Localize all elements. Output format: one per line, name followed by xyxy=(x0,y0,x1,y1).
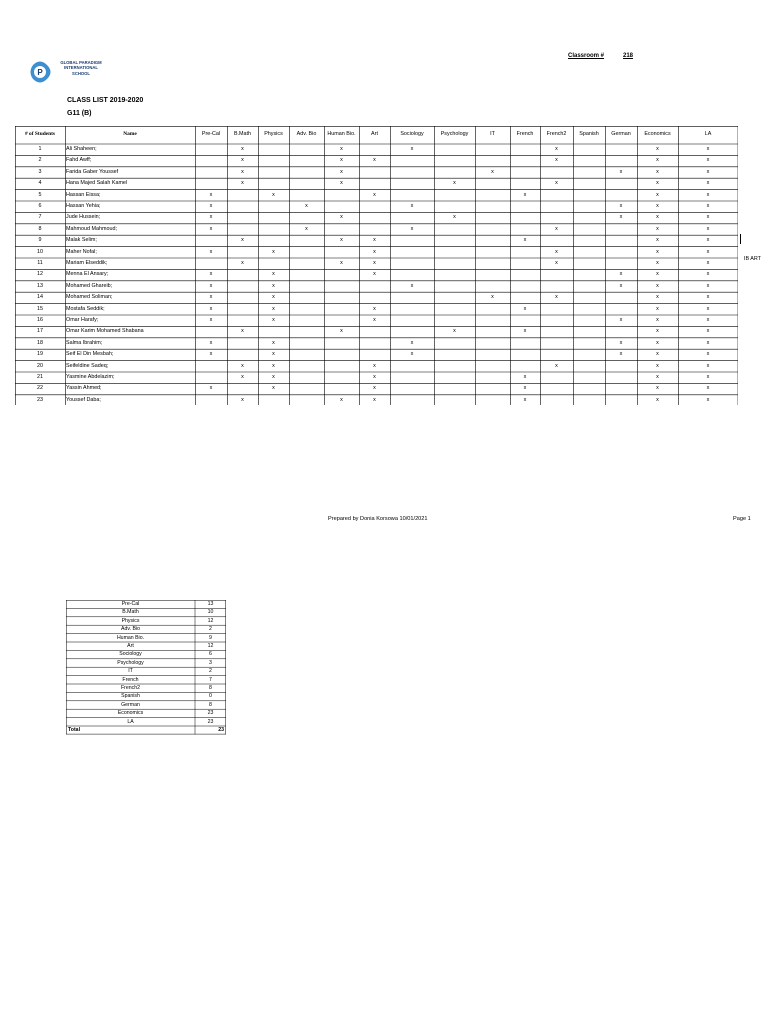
summary-count: 9 xyxy=(209,634,212,641)
student-number: 12 xyxy=(37,271,43,278)
subject-mark: x xyxy=(410,203,414,209)
subject-mark: x xyxy=(491,168,494,175)
student-name: Salma Ibrahim; xyxy=(66,339,103,346)
column-header: French2 xyxy=(546,131,567,137)
subject-mark: x xyxy=(209,385,213,392)
class-section: G11 (B) xyxy=(67,110,92,117)
subject-mark: x xyxy=(523,396,527,403)
column-header: IT xyxy=(490,131,495,137)
summary-count: 23 xyxy=(207,718,214,725)
subject-mark: x xyxy=(706,248,710,255)
subject-mark: x xyxy=(555,362,558,369)
student-number: 15 xyxy=(37,305,43,312)
subject-mark: x xyxy=(523,305,527,312)
subject-mark: x xyxy=(706,317,710,323)
summary-count: 12 xyxy=(207,617,214,624)
summary-subject: French2 xyxy=(120,685,141,691)
summary-subject: Economics xyxy=(117,710,144,717)
subject-mark: x xyxy=(656,396,659,403)
column-header: Adv. Bio xyxy=(296,131,317,137)
subject-mark: x xyxy=(656,214,659,221)
subject-mark: x xyxy=(523,191,527,198)
column-header: Pre-Cal xyxy=(201,131,221,137)
subject-mark: x xyxy=(706,271,710,278)
subject-mark: x xyxy=(656,351,659,358)
subject-mark: x xyxy=(305,203,308,209)
student-name: Hassan Yehia; xyxy=(66,203,101,209)
subject-mark: x xyxy=(241,237,244,244)
subject-mark: x xyxy=(656,305,659,312)
summary-count: 8 xyxy=(209,685,212,691)
subject-mark: x xyxy=(656,317,659,323)
subject-mark: x xyxy=(555,157,558,164)
column-header: Art xyxy=(371,131,378,137)
student-number: 9 xyxy=(38,237,42,244)
subject-mark: x xyxy=(241,146,244,152)
subject-mark: x xyxy=(305,225,308,232)
subject-mark: x xyxy=(241,180,244,187)
subject-mark: x xyxy=(340,214,343,221)
subject-mark: x xyxy=(706,157,710,164)
subject-mark: x xyxy=(272,294,275,301)
subject-mark: x xyxy=(706,339,710,346)
subject-mark: x xyxy=(656,374,659,380)
summary-count: 8 xyxy=(209,701,212,708)
subject-mark: x xyxy=(373,305,376,312)
subject-mark: x xyxy=(453,328,456,335)
column-header: Sociology xyxy=(400,131,424,137)
subject-mark: x xyxy=(410,339,414,346)
subject-mark: x xyxy=(706,362,710,369)
column-header: # of Students xyxy=(25,131,55,137)
subject-mark: x xyxy=(656,339,659,346)
subject-mark: x xyxy=(373,248,376,255)
student-name: Seifeldine Sadeq; xyxy=(66,362,109,369)
subject-mark: x xyxy=(656,146,659,152)
student-name: Youssef Daba; xyxy=(66,396,101,403)
summary-subject: French xyxy=(122,676,139,683)
subject-mark: x xyxy=(373,385,376,392)
logo-line-2: INTERNATIONAL xyxy=(64,65,98,71)
logo-line-3: SCHOOL xyxy=(72,70,90,76)
subject-mark: x xyxy=(241,328,244,335)
subject-mark: x xyxy=(340,146,343,152)
subject-mark: x xyxy=(706,225,710,232)
student-name: Omar Karim Mohamed Shabana xyxy=(66,328,144,335)
subject-mark: x xyxy=(706,168,710,175)
subject-mark: x xyxy=(619,271,623,278)
student-name: Hassan Eissa; xyxy=(66,191,101,198)
column-header: LA xyxy=(704,131,712,137)
subject-mark: x xyxy=(373,271,376,278)
subject-mark: x xyxy=(706,396,710,403)
summary-count: 2 xyxy=(209,626,212,633)
student-number: 23 xyxy=(37,396,43,403)
subject-mark: x xyxy=(453,214,456,221)
subject-mark: x xyxy=(706,180,710,187)
summary-count: 2 xyxy=(209,668,212,675)
subject-mark: x xyxy=(340,237,343,244)
subject-mark: x xyxy=(706,214,710,221)
subject-mark: x xyxy=(410,225,414,232)
subject-mark: x xyxy=(410,351,414,358)
student-number: 20 xyxy=(37,362,43,369)
subject-mark: x xyxy=(410,282,414,289)
column-header: Human Bio. xyxy=(327,131,356,137)
summary-count: 7 xyxy=(209,676,212,683)
column-header: B.Math xyxy=(233,131,252,137)
logo-line-1: GLOBAL PARADIGM xyxy=(60,60,102,65)
classroom-label: Classroom # xyxy=(568,53,605,59)
student-name: Farida Gaber Youssef xyxy=(66,168,119,175)
subject-mark: x xyxy=(619,214,623,221)
subject-mark: x xyxy=(272,282,275,289)
summary-subject: Art xyxy=(127,643,134,649)
subject-mark: x xyxy=(272,351,275,358)
subject-mark: x xyxy=(523,328,527,335)
subject-mark: x xyxy=(373,362,376,369)
student-name: Hana Majed Salah Kamel xyxy=(66,180,128,187)
summary-count: 12 xyxy=(207,643,214,649)
subject-mark: x xyxy=(340,168,343,175)
subject-mark: x xyxy=(656,248,659,255)
column-header: Name xyxy=(123,131,137,137)
subject-mark: x xyxy=(453,180,456,187)
subject-mark: x xyxy=(656,225,659,232)
student-number: 8 xyxy=(38,225,42,232)
subject-mark: x xyxy=(209,351,213,358)
subject-mark: x xyxy=(209,214,213,221)
page-title: CLASS LIST 2019-2020 xyxy=(67,97,144,104)
subject-mark: x xyxy=(209,225,213,232)
subject-mark: x xyxy=(272,271,275,278)
subject-mark: x xyxy=(491,294,494,301)
subject-mark: x xyxy=(656,191,659,198)
student-name: Mostafa Seddik; xyxy=(66,305,105,312)
summary-count: 3 xyxy=(209,659,212,666)
student-number: 2 xyxy=(38,157,42,164)
subject-mark: x xyxy=(656,362,659,369)
subject-mark: x xyxy=(340,180,343,187)
classroom-number: 218 xyxy=(623,53,634,59)
student-name: Malak Selim; xyxy=(66,237,97,244)
student-name: Mohamed Ghareib; xyxy=(66,282,113,289)
column-header: German xyxy=(611,131,631,137)
subject-mark: x xyxy=(272,362,275,369)
subject-mark: x xyxy=(410,146,414,152)
student-number: 14 xyxy=(37,294,43,301)
student-number: 7 xyxy=(38,214,42,221)
column-header: Spanish xyxy=(579,131,599,137)
subject-mark: x xyxy=(340,328,343,335)
student-name: Seif El Din Mesbah; xyxy=(66,351,114,358)
subject-mark: x xyxy=(555,225,558,232)
svg-text:P: P xyxy=(37,68,43,77)
summary-count: 10 xyxy=(207,609,214,616)
student-number: 11 xyxy=(37,260,43,266)
subject-mark: x xyxy=(272,317,275,323)
subject-mark: x xyxy=(209,282,213,289)
student-name: Mahmoud Mahmoud; xyxy=(66,225,117,232)
column-header: Physics xyxy=(264,131,283,137)
subject-mark: x xyxy=(619,168,623,175)
student-number: 21 xyxy=(37,374,43,380)
subject-mark: x xyxy=(656,260,659,266)
subject-mark: x xyxy=(656,180,659,187)
summary-count: 13 xyxy=(207,601,214,607)
subject-mark: x xyxy=(706,282,710,289)
subject-mark: x xyxy=(706,305,710,312)
student-number: 4 xyxy=(38,180,42,187)
summary-count: 6 xyxy=(209,651,212,658)
student-name: Yassin Ahmed; xyxy=(66,385,102,392)
subject-mark: x xyxy=(272,374,275,380)
side-note: IB ART xyxy=(744,256,761,262)
subject-mark: x xyxy=(209,339,213,346)
subject-mark: x xyxy=(706,146,710,152)
column-header: French xyxy=(516,131,534,137)
subject-mark: x xyxy=(706,385,710,392)
student-number: 18 xyxy=(37,339,43,346)
summary-subject: IT xyxy=(128,668,133,675)
subject-mark: x xyxy=(340,396,343,403)
summary-subject: B.Math xyxy=(122,609,139,616)
student-number: 3 xyxy=(38,168,42,175)
student-number: 1 xyxy=(38,146,42,152)
subject-mark: x xyxy=(373,317,376,323)
subject-mark: x xyxy=(241,168,244,175)
student-number: 19 xyxy=(37,351,43,358)
student-name: Maher Nofal; xyxy=(66,248,97,255)
column-header: Economics xyxy=(644,131,671,137)
summary-subject: Sociology xyxy=(119,651,142,658)
subject-mark: x xyxy=(241,260,244,266)
subject-mark: x xyxy=(209,305,213,312)
student-number: 10 xyxy=(37,248,43,255)
student-name: Yasmine Abdelazim; xyxy=(66,374,115,380)
subject-mark: x xyxy=(656,157,659,164)
summary-count: 23 xyxy=(207,710,214,717)
student-number: 5 xyxy=(38,191,42,198)
subject-mark: x xyxy=(209,248,213,255)
page-number: Page 1 xyxy=(733,516,751,522)
subject-mark: x xyxy=(555,294,558,301)
summary-subject: Psychology xyxy=(117,659,144,666)
subject-mark: x xyxy=(241,396,244,403)
subject-mark: x xyxy=(656,328,659,335)
subject-mark: x xyxy=(340,157,343,164)
subject-mark: x xyxy=(555,180,558,187)
subject-mark: x xyxy=(209,317,213,323)
subject-mark: x xyxy=(619,339,623,346)
subject-mark: x xyxy=(706,191,710,198)
text-cursor xyxy=(740,234,741,244)
subject-mark: x xyxy=(523,385,527,392)
subject-mark: x xyxy=(656,237,659,244)
summary-subject: Pre-Cal xyxy=(121,601,140,607)
student-name: Omar Harafy; xyxy=(66,317,99,323)
student-name: Ali Shaheen; xyxy=(66,146,97,152)
subject-mark: x xyxy=(706,237,710,244)
subject-mark: x xyxy=(373,237,376,244)
student-name: Mohamed Soliman; xyxy=(66,294,113,301)
subject-mark: x xyxy=(523,237,527,244)
subject-mark: x xyxy=(373,191,376,198)
subject-mark: x xyxy=(272,305,275,312)
subject-mark: x xyxy=(340,260,343,266)
school-logo-text xyxy=(46,60,116,76)
summary-subject: Human Bio. xyxy=(116,634,145,641)
subject-mark: x xyxy=(619,203,623,209)
student-number: 6 xyxy=(38,203,42,209)
subject-mark: x xyxy=(656,294,659,301)
class-list-table xyxy=(15,126,738,405)
subject-summary-table xyxy=(66,600,226,742)
subject-mark: x xyxy=(656,168,659,175)
summary-subject: LA xyxy=(127,718,134,725)
subject-mark: x xyxy=(373,157,376,164)
summary-count: 0 xyxy=(209,693,212,700)
subject-mark: x xyxy=(706,328,710,335)
subject-mark: x xyxy=(706,203,710,209)
subject-mark: x xyxy=(706,260,710,266)
subject-mark: x xyxy=(241,374,244,380)
subject-mark: x xyxy=(619,317,623,323)
subject-mark: x xyxy=(555,260,558,266)
summary-subject: Spanish xyxy=(121,693,140,700)
subject-mark: x xyxy=(272,385,275,392)
summary-subject: Physics xyxy=(121,617,140,624)
subject-mark: x xyxy=(523,374,527,380)
subject-mark: x xyxy=(209,271,213,278)
subject-mark: x xyxy=(619,351,623,358)
student-number: 16 xyxy=(37,317,43,323)
subject-mark: x xyxy=(272,339,275,346)
summary-subject: German xyxy=(121,701,140,708)
summary-total-value: 23 xyxy=(218,727,224,733)
subject-mark: x xyxy=(706,374,710,380)
student-number: 22 xyxy=(37,385,43,392)
student-name: Mariam Elseddik; xyxy=(66,260,108,266)
subject-mark: x xyxy=(209,294,213,301)
student-number: 17 xyxy=(37,328,43,335)
subject-mark: x xyxy=(555,146,558,152)
subject-mark: x xyxy=(619,282,623,289)
subject-mark: x xyxy=(373,396,376,403)
subject-mark: x xyxy=(373,374,376,380)
subject-mark: x xyxy=(272,248,275,255)
subject-mark: x xyxy=(555,248,558,255)
summary-total-label: Total xyxy=(68,727,81,733)
student-name: Menna El Ansary; xyxy=(66,271,109,278)
column-header: Psychology xyxy=(440,131,469,137)
subject-mark: x xyxy=(656,203,659,209)
subject-mark: x xyxy=(209,203,213,209)
subject-mark: x xyxy=(209,191,213,198)
subject-mark: x xyxy=(656,282,659,289)
subject-mark: x xyxy=(656,385,659,392)
student-name: Jude Hussein; xyxy=(66,214,101,221)
subject-mark: x xyxy=(241,362,244,369)
subject-mark: x xyxy=(656,271,659,278)
subject-mark: x xyxy=(706,294,710,301)
prepared-by: Prepared by Donia Korsowa 10/01/2021 xyxy=(328,516,428,522)
summary-subject: Adv. Bio xyxy=(121,626,140,633)
student-name: Fahd Awff; xyxy=(66,157,92,164)
subject-mark: x xyxy=(373,260,376,266)
subject-mark: x xyxy=(706,351,710,358)
student-number: 13 xyxy=(37,282,43,289)
subject-mark: x xyxy=(272,191,275,198)
subject-mark: x xyxy=(241,157,244,164)
